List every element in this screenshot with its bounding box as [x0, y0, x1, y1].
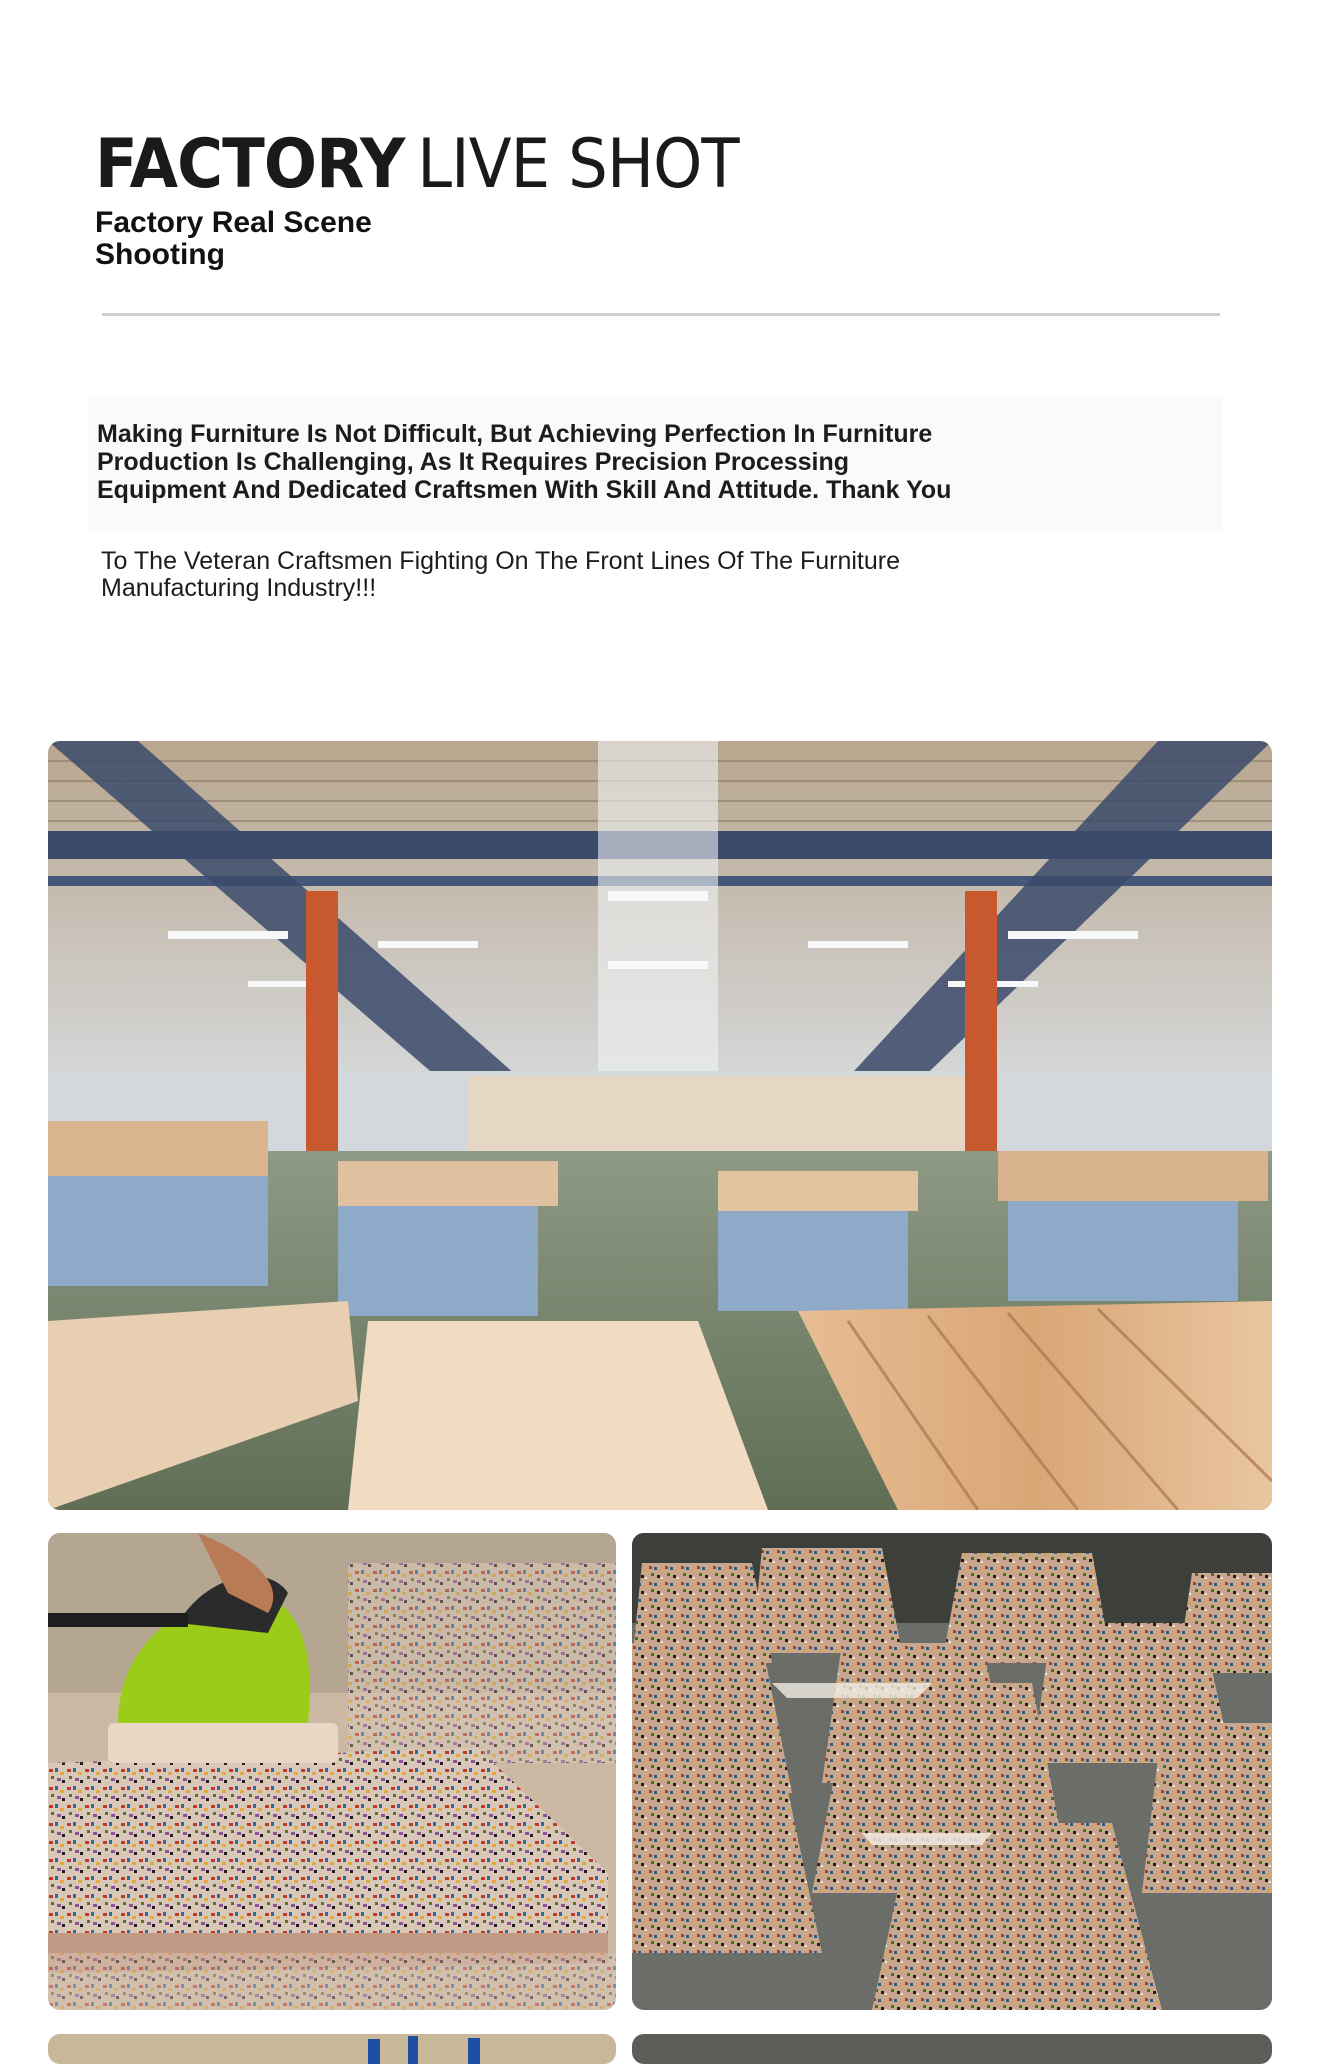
statement-text: Making Furniture Is Not Difficult, But Achieving Perfection In Furniture Production Is Challenging, As It Requires Precision Processing Equipment And Dedicated Craftsmen With Skill And Attitude. Thank You — [97, 420, 952, 504]
sanding-photo — [48, 1533, 616, 2010]
divider — [102, 313, 1220, 316]
next-photo-left — [48, 2034, 616, 2064]
title-light: LIVE SHOT — [417, 125, 739, 204]
factory-floor-photo — [48, 741, 1272, 1510]
terrazzo-stools-photo — [632, 1533, 1272, 2010]
page-subtitle: Factory Real Scene Shooting — [95, 206, 372, 271]
dedication-text: To The Veteran Craftsmen Fighting On The Front Lines Of The Furniture Manufacturing Industry!!! — [101, 547, 901, 602]
next-photo-right — [632, 2034, 1272, 2064]
page-title — [95, 125, 739, 204]
title-bold: FACTORY — [95, 125, 405, 204]
